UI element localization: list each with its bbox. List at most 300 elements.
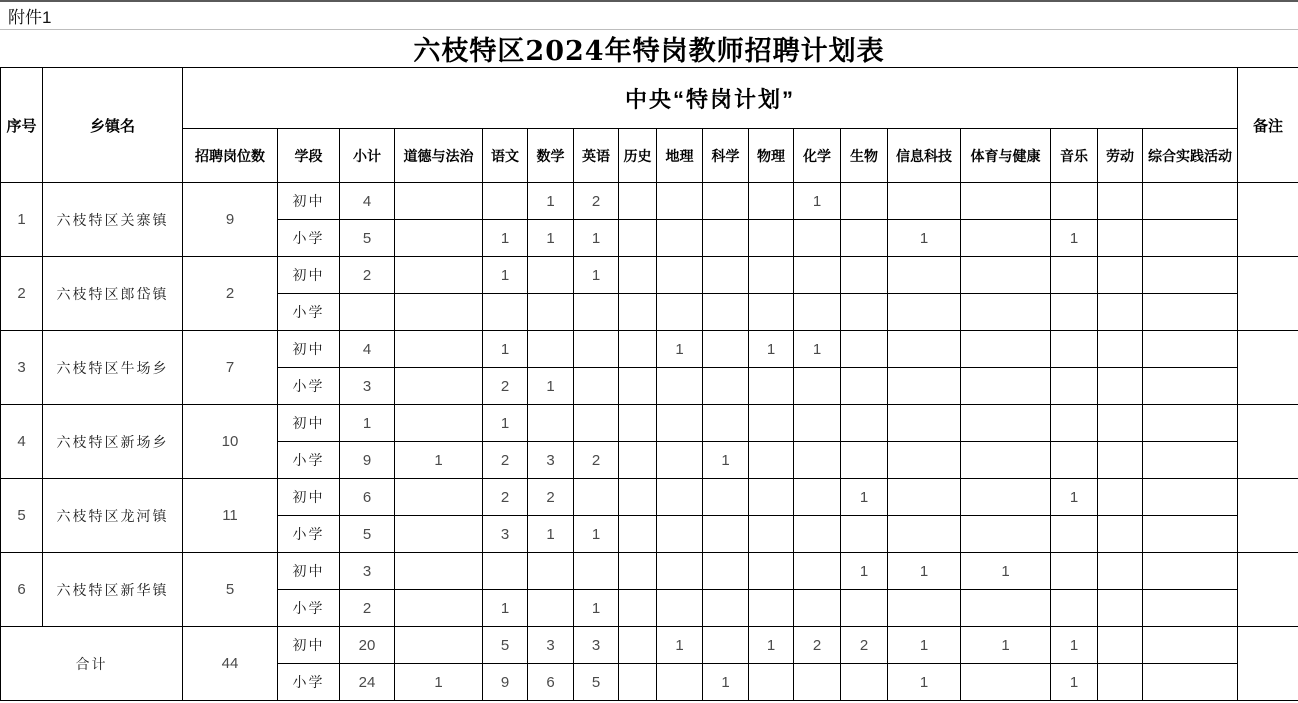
subject-cell-4 bbox=[619, 368, 657, 405]
subject-cell-8: 1 bbox=[794, 331, 841, 368]
subject-cell-4 bbox=[619, 331, 657, 368]
subject-cell-5 bbox=[657, 257, 703, 294]
subject-cell-4 bbox=[619, 257, 657, 294]
subject-cell-12: 1 bbox=[1051, 627, 1098, 664]
subject-cell-11: 1 bbox=[961, 553, 1051, 590]
subject-cell-9: 2 bbox=[841, 627, 888, 664]
subject-cell-2: 2 bbox=[528, 479, 574, 516]
subject-cell-10: 1 bbox=[888, 664, 961, 701]
subject-cell-12 bbox=[1051, 590, 1098, 627]
subject-cell-5: 1 bbox=[657, 331, 703, 368]
stage-subtotal: 4 bbox=[340, 183, 395, 220]
remark-cell bbox=[1238, 183, 1298, 257]
subject-cell-5 bbox=[657, 294, 703, 331]
subject-cell-7 bbox=[749, 590, 794, 627]
subject-cell-2: 1 bbox=[528, 220, 574, 257]
stage-label: 小学 bbox=[278, 442, 340, 479]
subject-cell-11 bbox=[961, 442, 1051, 479]
subject-cell-10: 1 bbox=[888, 220, 961, 257]
subject-cell-1: 2 bbox=[483, 442, 528, 479]
subject-cell-14 bbox=[1143, 368, 1238, 405]
table-header bbox=[1, 68, 1298, 183]
row-seq: 2 bbox=[1, 257, 43, 331]
subject-cell-10 bbox=[888, 590, 961, 627]
subject-cell-12: 1 bbox=[1051, 220, 1098, 257]
stage-subtotal: 24 bbox=[340, 664, 395, 701]
remark-cell bbox=[1238, 627, 1298, 701]
subject-cell-1: 2 bbox=[483, 368, 528, 405]
subject-cell-9 bbox=[841, 294, 888, 331]
subject-cell-12 bbox=[1051, 442, 1098, 479]
subject-cell-5 bbox=[657, 442, 703, 479]
subject-cell-11: 1 bbox=[961, 627, 1051, 664]
subject-cell-0 bbox=[395, 516, 483, 553]
header-subject-labor: 劳动 bbox=[1098, 129, 1143, 183]
subject-cell-3: 1 bbox=[574, 516, 619, 553]
subject-cell-9: 1 bbox=[841, 553, 888, 590]
stage-subtotal: 3 bbox=[340, 368, 395, 405]
subject-cell-9 bbox=[841, 331, 888, 368]
subject-cell-6: 1 bbox=[703, 664, 749, 701]
township-name: 六枝特区郎岱镇 bbox=[43, 257, 183, 331]
stage-label: 初中 bbox=[278, 183, 340, 220]
subject-cell-2 bbox=[528, 294, 574, 331]
positions-count: 5 bbox=[183, 553, 278, 627]
table-row bbox=[1, 553, 1298, 590]
header-subject-morality: 道德与法治 bbox=[395, 129, 483, 183]
subject-cell-1: 1 bbox=[483, 590, 528, 627]
subject-cell-10 bbox=[888, 516, 961, 553]
subject-cell-13 bbox=[1098, 257, 1143, 294]
subject-cell-11 bbox=[961, 405, 1051, 442]
subject-cell-7 bbox=[749, 294, 794, 331]
subject-cell-7 bbox=[749, 368, 794, 405]
subject-cell-6 bbox=[703, 183, 749, 220]
subject-cell-13 bbox=[1098, 442, 1143, 479]
table-row bbox=[1, 331, 1298, 368]
subject-cell-13 bbox=[1098, 553, 1143, 590]
stage-label: 小学 bbox=[278, 368, 340, 405]
subject-cell-7 bbox=[749, 257, 794, 294]
subject-cell-14 bbox=[1143, 479, 1238, 516]
subject-cell-10 bbox=[888, 331, 961, 368]
subject-cell-5 bbox=[657, 664, 703, 701]
subject-cell-6 bbox=[703, 590, 749, 627]
positions-count: 7 bbox=[183, 331, 278, 405]
subject-cell-13 bbox=[1098, 516, 1143, 553]
subject-cell-14 bbox=[1143, 183, 1238, 220]
subject-cell-4 bbox=[619, 183, 657, 220]
subject-cell-7: 1 bbox=[749, 331, 794, 368]
subject-cell-5 bbox=[657, 183, 703, 220]
subject-cell-12: 1 bbox=[1051, 479, 1098, 516]
table-row bbox=[1, 405, 1298, 442]
subject-cell-11 bbox=[961, 331, 1051, 368]
subject-cell-11 bbox=[961, 516, 1051, 553]
positions-count: 11 bbox=[183, 479, 278, 553]
subject-cell-7 bbox=[749, 553, 794, 590]
subject-cell-10 bbox=[888, 294, 961, 331]
stage-subtotal: 5 bbox=[340, 516, 395, 553]
subject-cell-6 bbox=[703, 516, 749, 553]
subject-cell-2: 1 bbox=[528, 516, 574, 553]
subject-cell-7 bbox=[749, 516, 794, 553]
subject-cell-2: 3 bbox=[528, 442, 574, 479]
stage-subtotal: 2 bbox=[340, 590, 395, 627]
row-seq: 3 bbox=[1, 331, 43, 405]
positions-count: 2 bbox=[183, 257, 278, 331]
township-name: 六枝特区龙河镇 bbox=[43, 479, 183, 553]
subject-cell-14 bbox=[1143, 627, 1238, 664]
subject-cell-8 bbox=[794, 664, 841, 701]
subject-cell-6 bbox=[703, 368, 749, 405]
subject-cell-3: 3 bbox=[574, 627, 619, 664]
stage-subtotal: 6 bbox=[340, 479, 395, 516]
township-name: 六枝特区新场乡 bbox=[43, 405, 183, 479]
subject-cell-4 bbox=[619, 442, 657, 479]
subject-cell-8 bbox=[794, 590, 841, 627]
subject-cell-8 bbox=[794, 257, 841, 294]
stage-label: 初中 bbox=[278, 479, 340, 516]
subject-cell-7: 1 bbox=[749, 627, 794, 664]
positions-count: 10 bbox=[183, 405, 278, 479]
stage-subtotal: 20 bbox=[340, 627, 395, 664]
subject-cell-4 bbox=[619, 405, 657, 442]
subject-cell-10: 1 bbox=[888, 553, 961, 590]
header-subject-music: 音乐 bbox=[1051, 129, 1098, 183]
subject-cell-6 bbox=[703, 257, 749, 294]
subject-cell-10 bbox=[888, 183, 961, 220]
subject-cell-10 bbox=[888, 368, 961, 405]
row-seq: 4 bbox=[1, 405, 43, 479]
subject-cell-11 bbox=[961, 183, 1051, 220]
row-seq: 1 bbox=[1, 183, 43, 257]
header-subject-science: 科学 bbox=[703, 129, 749, 183]
subject-cell-2: 3 bbox=[528, 627, 574, 664]
subject-cell-8: 2 bbox=[794, 627, 841, 664]
subject-cell-6 bbox=[703, 294, 749, 331]
subject-cell-5: 1 bbox=[657, 627, 703, 664]
total-positions: 44 bbox=[183, 627, 278, 701]
subject-cell-6: 1 bbox=[703, 442, 749, 479]
subject-cell-12 bbox=[1051, 183, 1098, 220]
subject-cell-0 bbox=[395, 368, 483, 405]
subject-cell-1 bbox=[483, 183, 528, 220]
subject-cell-8 bbox=[794, 294, 841, 331]
subject-cell-9 bbox=[841, 516, 888, 553]
header-subject-chemistry: 化学 bbox=[794, 129, 841, 183]
subject-cell-7 bbox=[749, 405, 794, 442]
subject-cell-7 bbox=[749, 442, 794, 479]
subject-cell-3 bbox=[574, 294, 619, 331]
subject-cell-2: 1 bbox=[528, 183, 574, 220]
subject-cell-8 bbox=[794, 220, 841, 257]
subject-cell-13 bbox=[1098, 331, 1143, 368]
subject-cell-6 bbox=[703, 479, 749, 516]
table-body bbox=[1, 183, 1298, 701]
header-seq: 序号 bbox=[1, 68, 43, 183]
subject-cell-7 bbox=[749, 220, 794, 257]
subject-cell-8 bbox=[794, 516, 841, 553]
remark-cell bbox=[1238, 405, 1298, 479]
subject-cell-9 bbox=[841, 368, 888, 405]
subject-cell-3 bbox=[574, 368, 619, 405]
subject-cell-0 bbox=[395, 590, 483, 627]
subject-cell-14 bbox=[1143, 664, 1238, 701]
header-subject-geography: 地理 bbox=[657, 129, 703, 183]
subject-cell-10 bbox=[888, 405, 961, 442]
subject-cell-14 bbox=[1143, 331, 1238, 368]
subject-cell-12 bbox=[1051, 368, 1098, 405]
subject-cell-4 bbox=[619, 590, 657, 627]
header-remark: 备注 bbox=[1238, 68, 1298, 183]
subject-cell-11 bbox=[961, 220, 1051, 257]
total-label: 合计 bbox=[1, 627, 183, 701]
subject-cell-0 bbox=[395, 183, 483, 220]
subject-cell-9 bbox=[841, 405, 888, 442]
subject-cell-13 bbox=[1098, 479, 1143, 516]
township-name: 六枝特区新华镇 bbox=[43, 553, 183, 627]
subject-cell-0 bbox=[395, 553, 483, 590]
subject-cell-7 bbox=[749, 183, 794, 220]
table-row bbox=[1, 479, 1298, 516]
subject-cell-14 bbox=[1143, 553, 1238, 590]
subject-cell-8 bbox=[794, 479, 841, 516]
stage-label: 初中 bbox=[278, 331, 340, 368]
subject-cell-7 bbox=[749, 479, 794, 516]
subject-cell-13 bbox=[1098, 183, 1143, 220]
stage-label: 小学 bbox=[278, 664, 340, 701]
total-row bbox=[1, 627, 1298, 664]
header-central-plan: 中央“特岗计划” bbox=[183, 68, 1238, 129]
stage-subtotal: 9 bbox=[340, 442, 395, 479]
row-seq: 5 bbox=[1, 479, 43, 553]
subject-cell-7 bbox=[749, 664, 794, 701]
header-subject-biology: 生物 bbox=[841, 129, 888, 183]
subject-cell-1: 5 bbox=[483, 627, 528, 664]
subject-cell-13 bbox=[1098, 220, 1143, 257]
township-name: 六枝特区关寨镇 bbox=[43, 183, 183, 257]
subject-cell-1: 9 bbox=[483, 664, 528, 701]
subject-cell-13 bbox=[1098, 664, 1143, 701]
subject-cell-14 bbox=[1143, 294, 1238, 331]
stage-label: 初中 bbox=[278, 405, 340, 442]
subject-cell-4 bbox=[619, 479, 657, 516]
subject-cell-5 bbox=[657, 590, 703, 627]
subject-cell-0 bbox=[395, 220, 483, 257]
subject-cell-13 bbox=[1098, 294, 1143, 331]
subject-cell-14 bbox=[1143, 220, 1238, 257]
subject-cell-5 bbox=[657, 553, 703, 590]
subject-cell-5 bbox=[657, 479, 703, 516]
subject-cell-4 bbox=[619, 220, 657, 257]
subject-cell-6 bbox=[703, 627, 749, 664]
stage-label: 初中 bbox=[278, 257, 340, 294]
subject-cell-3: 1 bbox=[574, 220, 619, 257]
subject-cell-1 bbox=[483, 294, 528, 331]
subject-cell-5 bbox=[657, 368, 703, 405]
remark-cell bbox=[1238, 331, 1298, 405]
attachment-row bbox=[0, 2, 1298, 30]
subject-cell-11 bbox=[961, 257, 1051, 294]
subject-cell-8: 1 bbox=[794, 183, 841, 220]
attachment-label: 附件1 bbox=[8, 8, 52, 27]
subject-cell-14 bbox=[1143, 442, 1238, 479]
township-name: 六枝特区牛场乡 bbox=[43, 331, 183, 405]
subject-cell-8 bbox=[794, 553, 841, 590]
stage-label: 小学 bbox=[278, 220, 340, 257]
header-subject-english: 英语 bbox=[574, 129, 619, 183]
subject-cell-9 bbox=[841, 664, 888, 701]
subject-cell-1: 2 bbox=[483, 479, 528, 516]
stage-label: 小学 bbox=[278, 294, 340, 331]
subject-cell-0 bbox=[395, 627, 483, 664]
subject-cell-14 bbox=[1143, 405, 1238, 442]
subject-cell-3 bbox=[574, 479, 619, 516]
subject-cell-11 bbox=[961, 294, 1051, 331]
subject-cell-12 bbox=[1051, 553, 1098, 590]
subject-cell-3: 5 bbox=[574, 664, 619, 701]
stage-label: 小学 bbox=[278, 590, 340, 627]
subject-cell-2: 6 bbox=[528, 664, 574, 701]
stage-subtotal: 5 bbox=[340, 220, 395, 257]
subject-cell-9 bbox=[841, 183, 888, 220]
header-township: 乡镇名 bbox=[43, 68, 183, 183]
subject-cell-5 bbox=[657, 220, 703, 257]
subject-cell-11 bbox=[961, 479, 1051, 516]
subject-cell-3: 2 bbox=[574, 442, 619, 479]
subject-cell-5 bbox=[657, 405, 703, 442]
remark-cell bbox=[1238, 257, 1298, 331]
subject-cell-13 bbox=[1098, 368, 1143, 405]
stage-subtotal bbox=[340, 294, 395, 331]
stage-subtotal: 3 bbox=[340, 553, 395, 590]
subject-cell-3 bbox=[574, 405, 619, 442]
stage-label: 小学 bbox=[278, 516, 340, 553]
subject-cell-14 bbox=[1143, 516, 1238, 553]
header-subject-pe: 体育与健康 bbox=[961, 129, 1051, 183]
remark-cell bbox=[1238, 553, 1298, 627]
header-positions: 招聘岗位数 bbox=[183, 129, 278, 183]
header-subject-practice: 综合实践活动 bbox=[1143, 129, 1238, 183]
subject-cell-9 bbox=[841, 220, 888, 257]
stage-subtotal: 2 bbox=[340, 257, 395, 294]
subject-cell-9 bbox=[841, 590, 888, 627]
header-stage: 学段 bbox=[278, 129, 340, 183]
subject-cell-2 bbox=[528, 553, 574, 590]
subject-cell-11 bbox=[961, 664, 1051, 701]
subject-cell-9 bbox=[841, 257, 888, 294]
header-subject-chinese: 语文 bbox=[483, 129, 528, 183]
subject-cell-2 bbox=[528, 257, 574, 294]
subject-cell-1: 1 bbox=[483, 405, 528, 442]
stage-label: 初中 bbox=[278, 627, 340, 664]
subject-cell-1: 1 bbox=[483, 220, 528, 257]
subject-cell-10 bbox=[888, 257, 961, 294]
subject-cell-2 bbox=[528, 405, 574, 442]
subject-cell-10 bbox=[888, 442, 961, 479]
subject-cell-0: 1 bbox=[395, 442, 483, 479]
subject-cell-6 bbox=[703, 405, 749, 442]
subject-cell-3 bbox=[574, 331, 619, 368]
subject-cell-0 bbox=[395, 257, 483, 294]
subject-cell-3: 2 bbox=[574, 183, 619, 220]
subject-cell-4 bbox=[619, 516, 657, 553]
subject-cell-1: 3 bbox=[483, 516, 528, 553]
subject-cell-5 bbox=[657, 516, 703, 553]
subject-cell-2 bbox=[528, 590, 574, 627]
header-subject-math: 数学 bbox=[528, 129, 574, 183]
header-subject-history: 历史 bbox=[619, 129, 657, 183]
subject-cell-12 bbox=[1051, 294, 1098, 331]
subject-cell-8 bbox=[794, 442, 841, 479]
subject-cell-12 bbox=[1051, 405, 1098, 442]
subject-cell-10 bbox=[888, 479, 961, 516]
title-row bbox=[0, 30, 1298, 67]
positions-count: 9 bbox=[183, 183, 278, 257]
subject-cell-0: 1 bbox=[395, 664, 483, 701]
subject-cell-13 bbox=[1098, 590, 1143, 627]
page-title: 六枝特区2024年特岗教师招聘计划表 bbox=[413, 36, 885, 67]
subject-cell-6 bbox=[703, 331, 749, 368]
subject-cell-10: 1 bbox=[888, 627, 961, 664]
recruitment-table bbox=[0, 67, 1298, 701]
subject-cell-3: 1 bbox=[574, 257, 619, 294]
row-seq: 6 bbox=[1, 553, 43, 627]
subject-cell-4 bbox=[619, 664, 657, 701]
subject-cell-3 bbox=[574, 553, 619, 590]
stage-label: 初中 bbox=[278, 553, 340, 590]
subject-cell-0 bbox=[395, 294, 483, 331]
stage-subtotal: 4 bbox=[340, 331, 395, 368]
subject-cell-11 bbox=[961, 590, 1051, 627]
subject-cell-8 bbox=[794, 368, 841, 405]
header-subtotal: 小计 bbox=[340, 129, 395, 183]
subject-cell-4 bbox=[619, 627, 657, 664]
subject-cell-1: 1 bbox=[483, 257, 528, 294]
subject-cell-12 bbox=[1051, 516, 1098, 553]
subject-cell-13 bbox=[1098, 405, 1143, 442]
subject-cell-12: 1 bbox=[1051, 664, 1098, 701]
subject-cell-12 bbox=[1051, 257, 1098, 294]
subject-cell-6 bbox=[703, 220, 749, 257]
header-subject-it: 信息科技 bbox=[888, 129, 961, 183]
table-row bbox=[1, 183, 1298, 220]
subject-cell-1 bbox=[483, 553, 528, 590]
subject-cell-4 bbox=[619, 553, 657, 590]
subject-cell-0 bbox=[395, 405, 483, 442]
subject-cell-6 bbox=[703, 553, 749, 590]
remark-cell bbox=[1238, 479, 1298, 553]
subject-cell-8 bbox=[794, 405, 841, 442]
table-row bbox=[1, 257, 1298, 294]
subject-cell-0 bbox=[395, 479, 483, 516]
subject-cell-2: 1 bbox=[528, 368, 574, 405]
subject-cell-0 bbox=[395, 331, 483, 368]
subject-cell-11 bbox=[961, 368, 1051, 405]
subject-cell-1: 1 bbox=[483, 331, 528, 368]
subject-cell-9 bbox=[841, 442, 888, 479]
stage-subtotal: 1 bbox=[340, 405, 395, 442]
header-subject-physics: 物理 bbox=[749, 129, 794, 183]
subject-cell-3: 1 bbox=[574, 590, 619, 627]
subject-cell-13 bbox=[1098, 627, 1143, 664]
subject-cell-14 bbox=[1143, 257, 1238, 294]
subject-cell-12 bbox=[1051, 331, 1098, 368]
subject-cell-9: 1 bbox=[841, 479, 888, 516]
subject-cell-2 bbox=[528, 331, 574, 368]
subject-cell-4 bbox=[619, 294, 657, 331]
